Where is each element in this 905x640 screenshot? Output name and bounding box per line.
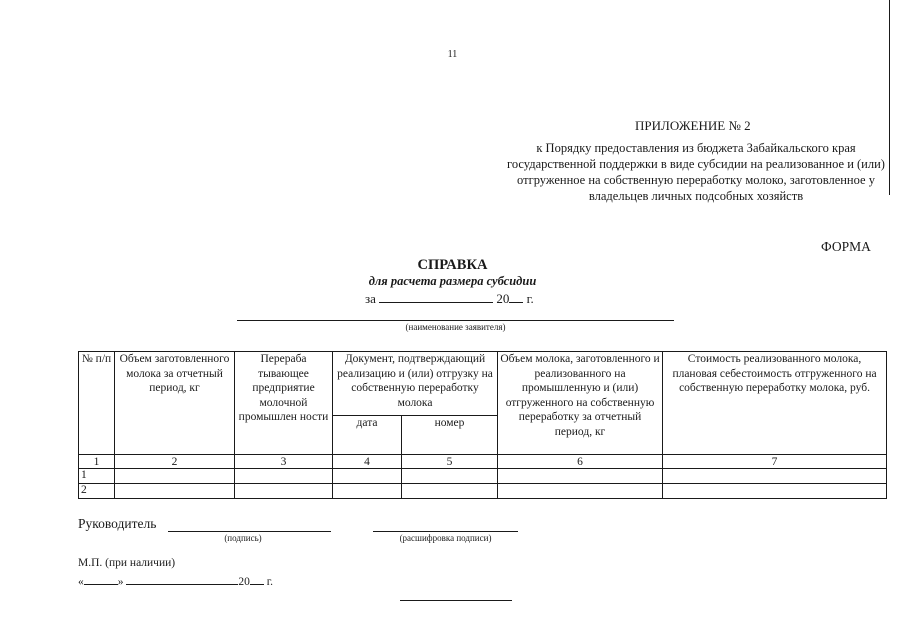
date-open-quote: « bbox=[78, 576, 84, 588]
signature-decode-line[interactable] bbox=[373, 531, 518, 532]
date-close-quote: » bbox=[117, 576, 124, 588]
applicant-caption: (наименование заявителя) bbox=[405, 322, 506, 332]
header-document: Документ, подтверждающий реализацию и (или) отгрузку на собственную переработку молока bbox=[333, 352, 498, 416]
date-year: 20 bbox=[238, 576, 250, 588]
period-blank[interactable] bbox=[379, 290, 493, 303]
cell-volume-sold[interactable] bbox=[498, 469, 663, 484]
cell-cost[interactable] bbox=[663, 469, 887, 484]
cell-cost[interactable] bbox=[663, 484, 887, 499]
column-number: 5 bbox=[402, 455, 498, 469]
document-subtitle: для расчета размера субсидии bbox=[368, 274, 537, 288]
cell-volume-procured[interactable] bbox=[115, 469, 235, 484]
form-label: ФОРМА bbox=[821, 239, 871, 254]
header-document-number: номер bbox=[402, 416, 498, 455]
cell-document-date[interactable] bbox=[333, 469, 402, 484]
date-year-blank[interactable] bbox=[250, 572, 264, 585]
document-title: СПРАВКА bbox=[417, 257, 488, 273]
table-row bbox=[79, 484, 887, 499]
column-number: 6 bbox=[498, 455, 663, 469]
head-label: Руководитель bbox=[78, 516, 157, 531]
column-number: 4 bbox=[333, 455, 402, 469]
header-volume-sold: Объем молока, заготовленного и реализованного на промышленную и (или) отгруженного на собственную переработку за отчетный период, кг bbox=[498, 352, 663, 455]
cell-processor[interactable] bbox=[235, 484, 333, 499]
period-suffix: г. bbox=[526, 291, 534, 306]
column-number-row bbox=[79, 455, 887, 469]
appendix-text: к Порядку предоставления из бюджета Забайкальского края государственной поддержки в виде субсидии на реализованное и (или) отгруженное на собственную переработку молоко, заготовленное у владельцев личных подсобных хозяйств bbox=[507, 141, 885, 203]
header-cost: Стоимость реализованного молока, плановая себестоимость отгруженного на собственную переработку молока, руб. bbox=[663, 352, 887, 455]
row-number: 1 bbox=[79, 469, 115, 484]
header-num: № п/п bbox=[79, 352, 115, 455]
day-blank[interactable] bbox=[84, 572, 118, 585]
cell-document-number[interactable] bbox=[402, 469, 498, 484]
applicant-name-line[interactable] bbox=[237, 320, 674, 321]
column-number: 7 bbox=[663, 455, 887, 469]
date-line bbox=[78, 572, 273, 588]
column-number: 2 bbox=[115, 455, 235, 469]
cell-document-date[interactable] bbox=[333, 484, 402, 499]
year-blank[interactable] bbox=[509, 290, 523, 303]
appendix-title: ПРИЛОЖЕНИЕ № 2 bbox=[635, 118, 751, 133]
period-prefix: за bbox=[365, 291, 376, 306]
stamp-label: М.П. (при наличии) bbox=[78, 557, 176, 569]
subsidy-table bbox=[78, 351, 887, 499]
table-row bbox=[79, 469, 887, 484]
cell-processor[interactable] bbox=[235, 469, 333, 484]
column-number: 3 bbox=[235, 455, 333, 469]
column-number: 1 bbox=[79, 455, 115, 469]
period-line bbox=[365, 290, 534, 307]
page-number: 11 bbox=[447, 49, 458, 60]
row-number: 2 bbox=[79, 484, 115, 499]
date-suffix: г. bbox=[266, 576, 274, 588]
cell-volume-procured[interactable] bbox=[115, 484, 235, 499]
cell-volume-sold[interactable] bbox=[498, 484, 663, 499]
month-blank[interactable] bbox=[126, 572, 238, 585]
header-volume-procured: Объем заготовленного молока за отчетный период, кг bbox=[115, 352, 235, 455]
signature-decode-caption: (расшифровка подписи) bbox=[399, 533, 492, 543]
header-document-date: дата bbox=[333, 416, 402, 455]
cell-document-number[interactable] bbox=[402, 484, 498, 499]
end-rule bbox=[400, 600, 512, 601]
signature-line[interactable] bbox=[168, 531, 331, 532]
signature-caption: (подпись) bbox=[224, 533, 262, 543]
period-year: 20 bbox=[496, 291, 510, 306]
header-processor: Перераба тывающее предприятие молочной промышлен ности bbox=[235, 352, 333, 455]
